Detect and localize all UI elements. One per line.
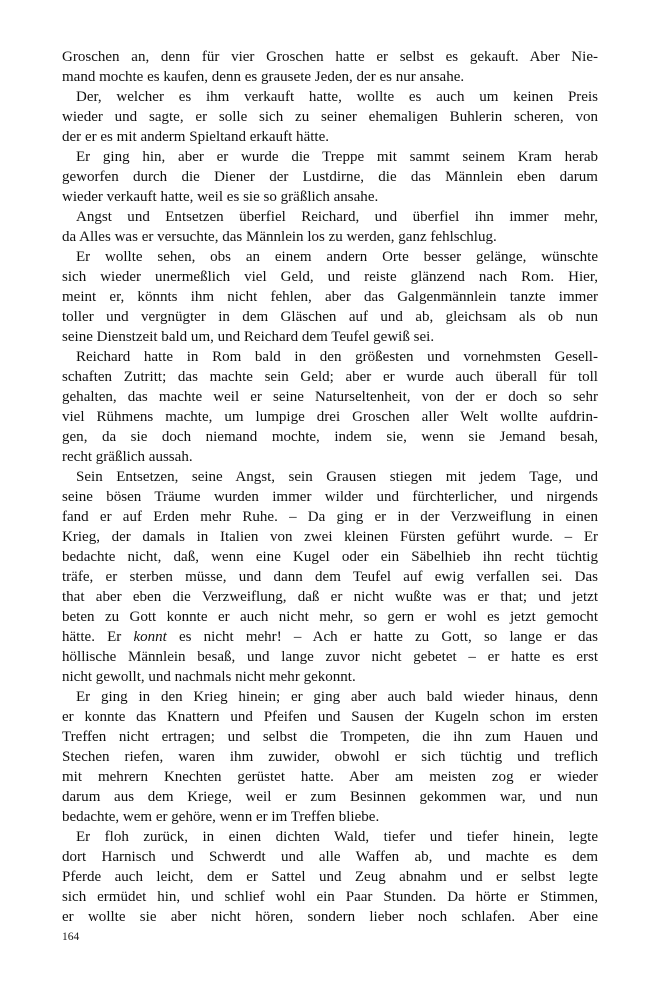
text-segment: schaften Zutritt; das machte sein Geld; aber er wurde auch überall für toll (62, 369, 598, 385)
text-line (62, 107, 598, 127)
paragraph (62, 347, 598, 467)
text-segment: es nicht mehr! – Ach er hatte zu Gott, so lange er das (166, 629, 598, 645)
text-segment: träfe, er sterben müsse, und dann dem Teufel auf ewig verfallen sei. Das (62, 569, 598, 585)
text-segment: hätte. Er (62, 629, 134, 645)
text-line (62, 87, 598, 107)
text-segment: höllische Männlein besaß, und lange zuvor nicht gebetet – er hatte es erst (62, 649, 598, 665)
text-line (62, 907, 598, 927)
text-segment: Er ging hin, aber er wurde die Treppe mit sammt seinem Kram herab (76, 149, 598, 165)
text-segment: viel Rühmens machte, um lumpige drei Groschen aller Welt wollte aufdrin- (62, 409, 598, 425)
text-line (62, 547, 598, 567)
text-segment: Stechen riefen, waren ihm zuwider, obwohl er sich tüchtig und treflich (62, 749, 598, 765)
text-line (62, 187, 598, 207)
text-segment: er konnte das Knattern und Pfeifen und Sausen der Kugeln schon im ersten (62, 709, 598, 725)
text-line (62, 67, 598, 87)
text-segment: wieder verkauft hatte, weil es sie so gräßlich ansahe. (62, 189, 379, 205)
text-line (62, 567, 598, 587)
text-line (62, 527, 598, 547)
text-segment: Groschen an, denn für vier Groschen hatte er selbst es gekauft. Aber Nie- (62, 49, 598, 65)
text-line (62, 407, 598, 427)
text-segment: da Alles was er versuchte, das Männlein los zu werden, ganz fehlschlug. (62, 229, 497, 245)
text-line (62, 387, 598, 407)
text-line (62, 667, 598, 687)
italic-text: konnt (133, 629, 167, 645)
text-line (62, 587, 598, 607)
text-segment: fand er auf Erden mehr Ruhe. – Da ging er in der Verzweiflung in einen (62, 509, 598, 525)
text-line (62, 327, 598, 347)
text-line (62, 607, 598, 627)
text-segment: toller und vergnügter in dem Gläschen auf und ab, gleichsam als ob nun (62, 309, 598, 325)
text-line (62, 427, 598, 447)
paragraph (62, 47, 598, 87)
text-line (62, 727, 598, 747)
text-line (62, 267, 598, 287)
text-line (62, 307, 598, 327)
text-line (62, 627, 598, 647)
text-segment: Treffen nicht ertragen; und selbst die Trompeten, die ihn zum Hauen und (62, 729, 598, 745)
text-line (62, 787, 598, 807)
text-line (62, 447, 598, 467)
text-line (62, 847, 598, 867)
text-segment: geworfen durch die Diener der Lustdirne, die das Männlein eben darum (62, 169, 598, 185)
text-line (62, 827, 598, 847)
paragraph (62, 207, 598, 247)
text-segment: Angst und Entsetzen überfiel Reichard, und überfiel ihn immer mehr, (76, 209, 598, 225)
text-segment: Der, welcher es ihm verkauft hatte, wollte es auch um keinen Preis (76, 89, 598, 105)
text-segment: Er floh zurück, in einen dichten Wald, tiefer und tiefer hinein, legte (76, 829, 598, 845)
text-segment: gen, da sie doch niemand mochte, indem sie, wenn sie Jemand besah, (62, 429, 598, 445)
text-segment: seine bösen Träume wurden immer wilder und fürchterlicher, und nirgends (62, 489, 598, 505)
text-segment: sich wieder unermeßlich viel Geld, und reiste glänzend nach Rom. Hier, (62, 269, 598, 285)
paragraph (62, 467, 598, 687)
text-segment: darum aus dem Kriege, weil er zum Besinnen gekommen war, und nun (62, 789, 598, 805)
paragraph (62, 827, 598, 927)
text-line (62, 647, 598, 667)
text-segment: beten zu Gott konnte er auch nicht mehr, so gern er wohl es jetzt gemocht (62, 609, 598, 625)
paragraph (62, 247, 598, 347)
text-segment: sich ermüdet hin, und schlief wohl ein Paar Stunden. Da hörte er Stimmen, (62, 889, 598, 905)
page-number: 164 (62, 931, 80, 943)
text-segment: der er es mit anderm Spieltand erkauft hätte. (62, 129, 330, 145)
text-line (62, 767, 598, 787)
paragraph (62, 687, 598, 827)
text-segment: mand mochte es kaufen, denn es grausete Jeden, der es nur ansahe. (62, 69, 465, 85)
text-line (62, 347, 598, 367)
text-line (62, 807, 598, 827)
text-line (62, 367, 598, 387)
text-line (62, 747, 598, 767)
text-segment: that aber eben die Verzweiflung, daß er nicht wußte was er that; und jetzt (62, 589, 598, 605)
text-line (62, 887, 598, 907)
text-segment: dort Harnisch und Schwerdt und alle Waffen ab, und machte es dem (62, 849, 598, 865)
text-segment: wieder und sagte, er solle sich zu seiner ehemaligen Buhlerin scheren, von (62, 109, 598, 125)
text-segment: nicht gewollt, und nachmals nicht mehr gekonnt. (62, 669, 356, 685)
text-line (62, 287, 598, 307)
text-segment: er wollte sie aber nicht hören, sondern lieber noch schlafen. Aber eine (62, 909, 598, 925)
text-segment: Krieg, der damals in Italien von zwei kleinen Fürsten geführt wurde. – Er (62, 529, 598, 545)
text-line (62, 127, 598, 147)
text-segment: gehalten, das machte weil er seine Naturseltenheit, von der er doch so sehr (62, 389, 598, 405)
text-line (62, 707, 598, 727)
text-line (62, 147, 598, 167)
text-line (62, 867, 598, 887)
text-segment: meint er, könnts ihm nicht fehlen, aber das Galgenmännlein tanzte immer (62, 289, 598, 305)
text-segment: mit mehrern Knechten gerüstet hatte. Aber am meisten zog er wieder (62, 769, 598, 785)
text-segment: bedachte nicht, daß, wenn eine Kugel oder ein Säbelhieb ihn recht tüchtig (62, 549, 598, 565)
paragraph (62, 147, 598, 207)
text-segment: Er ging in den Krieg hinein; er ging aber auch bald wieder hinaus, denn (76, 689, 598, 705)
text-segment: Reichard hatte in Rom bald in den größesten und vornehmsten Gesell- (76, 349, 598, 365)
text-line (62, 47, 598, 67)
text-line (62, 507, 598, 527)
text-segment: bedachte, wem er gehöre, wenn er im Treffen bliebe. (62, 809, 380, 825)
text-line (62, 207, 598, 227)
text-line (62, 227, 598, 247)
text-line (62, 487, 598, 507)
text-segment: Sein Entsetzen, seine Angst, sein Grausen stiegen mit jedem Tage, und (76, 469, 598, 485)
text-segment: Er wollte sehen, obs an einem andern Orte besser gelänge, wünschte (76, 249, 598, 265)
paragraph (62, 87, 598, 147)
text-line (62, 167, 598, 187)
text-segment: Pferde auch leicht, dem er Sattel und Zeug abnahm und er selbst legte (62, 869, 598, 885)
text-line (62, 467, 598, 487)
text-segment: recht gräßlich aussah. (62, 449, 193, 465)
text-segment: seine Dienstzeit bald um, und Reichard dem Teufel gewiß sei. (62, 329, 435, 345)
page-text (62, 47, 598, 927)
text-line (62, 687, 598, 707)
text-line (62, 247, 598, 267)
